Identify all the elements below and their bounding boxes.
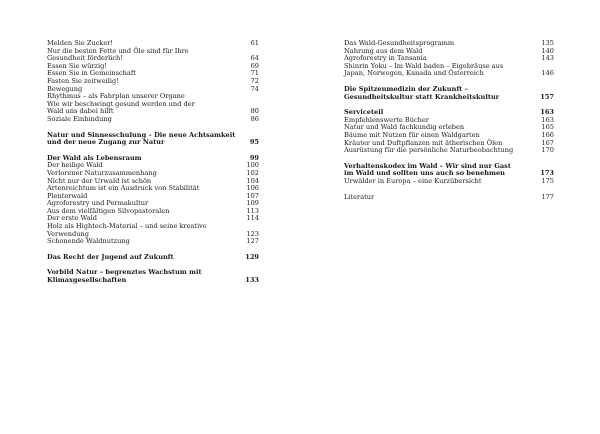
toc-entry-title: Serviceteil — [344, 108, 384, 117]
toc-page-number: 99 — [249, 153, 259, 162]
toc-entry-title: Klimaxgesellschaften — [47, 276, 127, 285]
toc-entry-title: Nur die besten Fette und Öle sind für Ihre — [47, 46, 189, 55]
toc-entry-title: Der erste Wald — [47, 214, 97, 223]
toc-entry-title: Der heilige Wald — [47, 161, 103, 170]
toc-entry-title: Vorbild Natur – begrenztes Wachstum mit — [47, 268, 202, 277]
toc-entry-title: Empfehlenswerte Bücher — [344, 115, 429, 124]
toc-column-left — [47, 40, 259, 285]
toc-entry-title: Urwälder in Europa – eine Kurzübersicht — [344, 176, 482, 185]
toc-page-number: 95 — [249, 138, 259, 147]
toc-entry — [344, 194, 554, 202]
toc-page-number: 64 — [250, 54, 259, 63]
toc-page-number: 163 — [541, 115, 554, 124]
toc-entry-title: Das Recht der Jugend auf Zukunft — [47, 252, 174, 261]
toc-entry-title: Die Spitzenmedizin der Zukunft – — [344, 84, 468, 93]
toc-entry-title: Agroforestry und Permakultur — [47, 199, 149, 208]
toc-page-number: 86 — [250, 114, 259, 123]
section-gap — [344, 186, 554, 194]
toc-page-number: 133 — [245, 276, 259, 285]
toc-page-number: 71 — [250, 69, 259, 78]
toc-page-number: 157 — [540, 92, 554, 101]
toc-entry-title: Rhythmus – als Fahrplan unserer Organe — [47, 92, 185, 101]
toc-entry-title: Schonende Waldnutzung — [47, 237, 130, 246]
toc-entry-title: Verlorener Naturzusammenhang — [47, 168, 157, 177]
toc-page-number: 166 — [541, 130, 554, 139]
toc-page-number: 127 — [246, 237, 259, 246]
toc-entry-title: Wald uns dabei hilft — [47, 107, 114, 116]
toc-page-number: 109 — [246, 199, 259, 208]
toc-entry-title: Verwendung — [47, 229, 89, 238]
toc-entry-title: Fasten Sie zeitweilig! — [47, 76, 119, 85]
toc-entry-title: Agroforestry in Tansania — [344, 54, 427, 63]
toc-entry-title: Melden Sie Zucker! — [47, 39, 114, 47]
toc-entry-title: im Wald und sollten uns auch so benehmen — [344, 169, 505, 178]
toc-page-number: 102 — [246, 168, 259, 177]
toc-page-number: 113 — [246, 206, 259, 215]
toc-page-number: 123 — [246, 229, 259, 238]
toc-entry-title: und der neue Zugang zur Natur — [47, 138, 165, 147]
toc-section-heading — [47, 254, 259, 262]
toc-page-number: 107 — [246, 191, 259, 200]
toc-page-number: 69 — [250, 61, 259, 70]
toc-entry-title: Bäume mit Nutzen für einen Waldgarten — [344, 130, 480, 139]
toc-entry-title: Nicht nur der Urwald ist schön — [47, 176, 152, 185]
toc-entry — [47, 238, 259, 246]
toc-page-number: 114 — [246, 214, 259, 223]
toc-column-right — [344, 40, 554, 201]
toc-page-number: 140 — [541, 46, 554, 55]
toc-entry — [344, 147, 554, 155]
toc-page-number: 175 — [541, 176, 554, 185]
toc-entry-title: Das Wald-Gesundheitsprogramm — [344, 39, 455, 47]
toc-page-number: 135 — [541, 39, 554, 47]
toc-entry — [344, 70, 554, 78]
toc-entry — [344, 178, 554, 186]
toc-entry-title: Wie wir beschwingt gesund werden und der — [47, 99, 195, 108]
toc-page-number: 170 — [541, 146, 554, 155]
toc-entry-title: Bewegung — [47, 84, 83, 93]
toc-entry-title: Ausrüstung für die persönliche Naturbeobachtung — [344, 146, 514, 155]
toc-entry-title: Soziale Einbindung — [47, 114, 112, 123]
toc-entry-title: Artenreichtum ist ein Ausdruck von Stabilität — [47, 184, 200, 193]
toc-page-number: 143 — [541, 54, 554, 63]
toc-entry-title: Japan, Norwegen, Kanada und Österreich — [344, 69, 484, 78]
toc-page-number: 104 — [246, 176, 259, 185]
toc-page-number: 165 — [541, 123, 554, 132]
toc-page-number: 100 — [246, 161, 259, 170]
toc-section-heading — [47, 139, 259, 147]
toc-entry-title: Natur und Sinnesschulung – Die neue Achtsamkeit — [47, 130, 236, 139]
toc-entry-title: Gesundheit förderlich! — [47, 54, 123, 63]
toc-page-number: 129 — [245, 252, 259, 261]
toc-entry-title: Literatur — [344, 192, 375, 201]
toc-entry-title: Holz als Hightech-Material – und seine kreative — [47, 222, 207, 231]
toc-entry-title: Gesundheitskultur statt Krankheitskultur — [344, 92, 500, 101]
toc-page-number: 72 — [250, 76, 259, 85]
toc-section-heading — [47, 277, 259, 285]
toc-entry — [47, 116, 259, 124]
toc-page-number: 146 — [541, 69, 554, 78]
toc-page-number: 61 — [250, 39, 259, 47]
toc-entry-title: Plenterwald — [47, 191, 88, 200]
toc-section-heading — [344, 94, 554, 102]
toc-entry-title: Der Wald als Lebensraum — [47, 153, 142, 162]
toc-page-number: 177 — [541, 192, 554, 201]
toc-page-number: 163 — [540, 108, 554, 117]
toc-page-number: 173 — [540, 169, 554, 178]
toc-entry-title: Nahrung aus dem Wald — [344, 46, 423, 55]
toc-page-number: 106 — [246, 184, 259, 193]
toc-page-number: 74 — [250, 84, 259, 93]
toc-page-number: 80 — [250, 107, 259, 116]
toc-entry-title: Verhaltenskodex im Wald – Wir sind nur Gast — [344, 161, 511, 170]
toc-entry-title: Natur und Wald fachkundig erleben — [344, 123, 465, 132]
toc-entry-title: Kräuter und Duftpflanzen mit ätherischen Ölen — [344, 138, 503, 147]
toc-page-number: 167 — [541, 138, 554, 147]
toc-entry-title: Aus dem vielfältigen Silvopastoralen — [47, 206, 170, 215]
toc-entry-title: Essen Sie in Gemeinschaft — [47, 69, 136, 78]
toc-entry-title: Shinrin Yoku – Im Wald baden – Eigebräuse aus — [344, 61, 504, 70]
toc-entry-title: Essen Sie würzig! — [47, 61, 107, 70]
